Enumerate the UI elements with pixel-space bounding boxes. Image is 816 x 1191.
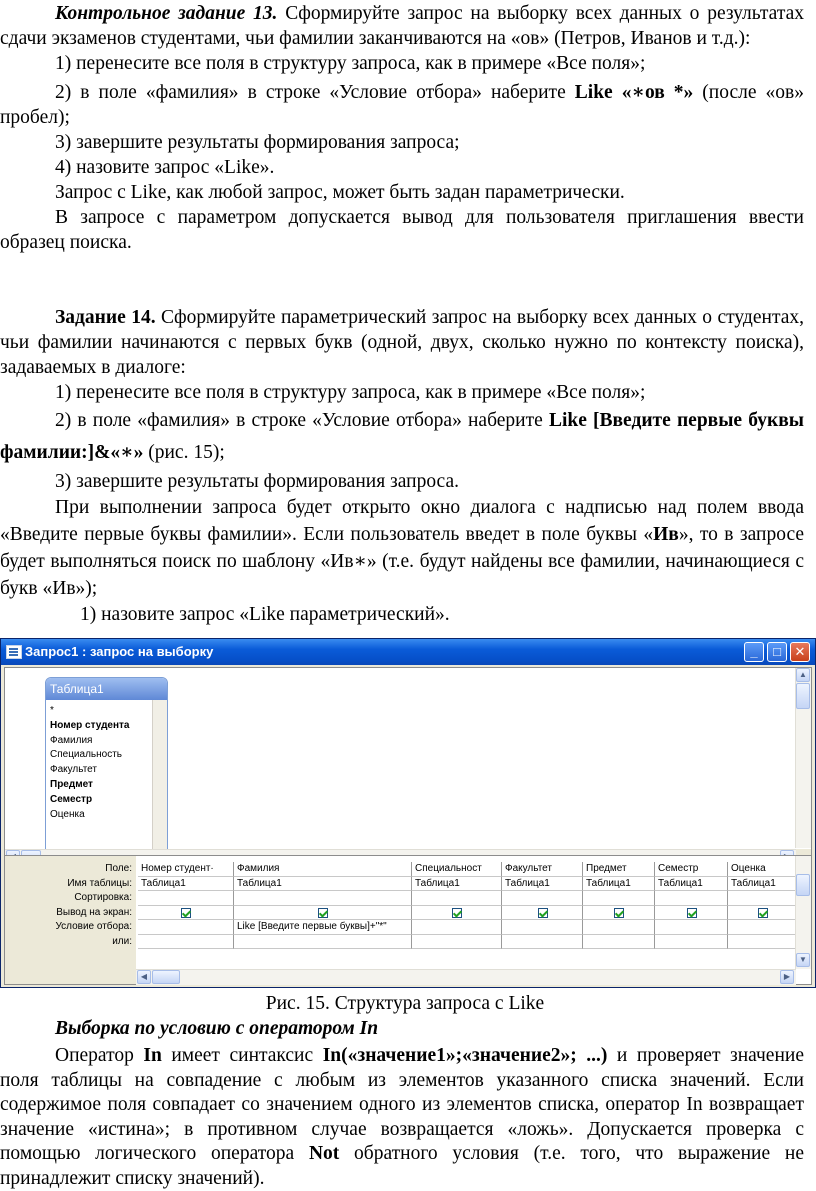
table-cell[interactable]: Таблица1: [502, 877, 583, 892]
window-titlebar[interactable]: [1, 639, 815, 665]
task14-block: [0, 305, 810, 627]
table-title[interactable]: Таблица1: [46, 678, 167, 700]
task13-step1: 1) перенесите все поля в структуру запроса, как в примере «Все поля»;: [55, 53, 646, 74]
grid-scroll-down-icon[interactable]: ▼: [796, 953, 810, 967]
row-label: Сортировка:: [74, 892, 132, 903]
show-checkbox[interactable]: [502, 906, 583, 921]
query-grid: [4, 855, 812, 985]
task14-intro: Задание 14. Сформируйте параметрический запрос на выборку всех данных о студентах, чьи фамилии начинаются с первых букв (одной, двух, сколько нужно по контексту поиска), задаваемых в диалоге:: [0, 307, 804, 378]
query-icon: [6, 645, 22, 659]
close-icon: ✕: [794, 644, 806, 659]
checkbox-checked-icon[interactable]: [687, 908, 697, 918]
field-cell[interactable]: Номер студент·: [138, 862, 234, 877]
row-label: Имя таблицы:: [67, 877, 132, 889]
table-cell[interactable]: Таблица1: [412, 877, 502, 892]
window-title: Запрос1 : запрос на выборку: [25, 644, 214, 659]
grid-horizontal-scrollbar[interactable]: [136, 969, 796, 985]
query-design-window: [0, 638, 816, 988]
field-item[interactable]: Факультет: [50, 764, 97, 776]
criteria-cell[interactable]: [502, 920, 583, 935]
section-in-heading: Выборка по условию с оператором In: [55, 1018, 379, 1039]
field-item[interactable]: Фамилия: [50, 734, 93, 746]
or-cell[interactable]: [138, 935, 234, 950]
field-list-scrollbar[interactable]: [152, 700, 167, 858]
task13-note2: В запросе с параметром допускается вывод для пользователя приглашения ввести образец поиска.: [0, 207, 804, 253]
field-cell[interactable]: Специальност: [412, 862, 502, 877]
table-cell[interactable]: Таблица1: [655, 877, 728, 892]
sort-cell[interactable]: [412, 891, 502, 906]
figure-caption: Рис. 15. Структура запроса с Like: [265, 993, 545, 1014]
table-cell[interactable]: Таблица1: [583, 877, 655, 892]
field-item[interactable]: Оценка: [50, 808, 85, 820]
scroll-up-icon[interactable]: ▲: [796, 668, 810, 682]
task13-title: Контрольное задание 13.: [55, 3, 278, 24]
show-checkbox[interactable]: [728, 906, 798, 921]
row-label: или:: [112, 935, 132, 947]
field-cell[interactable]: Факультет: [502, 862, 583, 877]
or-cell[interactable]: [728, 935, 798, 950]
task14-step1: 1) перенесите все поля в структуру запроса, как в примере «Все поля»;: [55, 382, 646, 403]
maximize-icon: □: [773, 644, 781, 659]
grid-scroll-thumb[interactable]: [796, 874, 810, 896]
grid-scroll-left-icon[interactable]: ◀: [137, 970, 151, 984]
task13-block: [0, 2, 810, 255]
criteria-cell[interactable]: [728, 920, 798, 935]
task14-step4: 1) назовите запрос «Like параметрический».: [80, 604, 450, 625]
sort-cell[interactable]: [502, 891, 583, 906]
or-cell[interactable]: [412, 935, 502, 950]
checkbox-checked-icon[interactable]: [758, 908, 768, 918]
or-cell[interactable]: [583, 935, 655, 950]
task14-para: При выполнении запроса будет открыто окно диалога с надписью над полем ввода «Введите первые буквы фамилии». Если пользователь введет в поле буквы «Ив», то в запросе будет выполняться поиск по шаблону «Ив∗» (т.е. будут найдены все фамилии, начинающиеся с букв «Ив»);: [0, 497, 804, 599]
section-in-body: Оператор In имеет синтаксис In(«значение1»;«значение2»; ...) и проверяет значение поля таблицы на совпадение с любым из элементов указанного списка значений. Если содержимое поля совпадает со значением одного из элементов списка, оператор In возвращает значение «истина»; в противном случае возвращается «ложь». Допускается проверка с помощью логического оператора Not обратного условия (т.е. того, что выражение не принадлежит списку значений).: [0, 1045, 804, 1189]
scroll-thumb[interactable]: [796, 683, 810, 709]
field-list: [47, 704, 151, 822]
field-item[interactable]: Номер студента: [50, 719, 130, 731]
task13-note1: Запрос с Like, как любой запрос, может быть задан параметрически.: [55, 182, 625, 203]
field-item[interactable]: Предмет: [50, 778, 93, 790]
show-checkbox[interactable]: [583, 906, 655, 921]
sort-cell[interactable]: [583, 891, 655, 906]
grid-vertical-scrollbar[interactable]: [795, 856, 811, 969]
field-cell[interactable]: Предмет: [583, 862, 655, 877]
show-checkbox[interactable]: [412, 906, 502, 921]
table-cell[interactable]: Таблица1: [728, 877, 798, 892]
show-checkbox[interactable]: [234, 906, 412, 921]
sort-cell[interactable]: [138, 891, 234, 906]
field-cell[interactable]: Семестр: [655, 862, 728, 877]
table-pane: [4, 667, 812, 865]
field-cell[interactable]: Оценка: [728, 862, 798, 877]
field-item[interactable]: *: [50, 705, 54, 716]
sort-cell[interactable]: [728, 891, 798, 906]
grid-scroll-right-icon[interactable]: ▶: [780, 970, 794, 984]
table-cell[interactable]: Таблица1: [138, 877, 234, 892]
row-labels: [5, 856, 136, 984]
minimize-icon: _: [750, 644, 758, 659]
criteria-cell[interactable]: [138, 920, 234, 935]
or-cell[interactable]: [234, 935, 412, 950]
task13-step3: 3) завершите результаты формирования запроса;: [55, 132, 460, 153]
sort-cell[interactable]: [655, 891, 728, 906]
row-label: Условие отбора:: [55, 921, 132, 932]
checkbox-checked-icon[interactable]: [318, 908, 328, 918]
maximize-button[interactable]: [767, 642, 787, 662]
task14-step2: 2) в поле «фамилия» в строке «Условие отбора» наберите Like [Введите первые буквы фамилии:]&«∗» (рис. 15);: [0, 410, 804, 463]
minimize-button[interactable]: [744, 642, 764, 662]
field-item[interactable]: Специальность: [50, 749, 122, 761]
grid-scroll-h-thumb[interactable]: [152, 970, 180, 984]
in-section: [0, 991, 810, 1191]
field-cell[interactable]: Фамилия: [234, 862, 412, 877]
sort-cell[interactable]: [234, 891, 412, 906]
checkbox-checked-icon[interactable]: [452, 908, 462, 918]
upper-vertical-scrollbar[interactable]: [795, 668, 811, 848]
task13-intro: Контрольное задание 13. Сформируйте запрос на выборку всех данных о результатах сдачи экзаменов студентами, чьи фамилии заканчиваются на «ов» (Петров, Иванов и т.д.):: [0, 3, 804, 49]
grid-columns: [136, 856, 796, 969]
task14-step3: 3) завершите результаты формирования запроса.: [55, 471, 459, 492]
criteria-cell[interactable]: Like [Введите первые буквы]+"*": [234, 920, 412, 935]
close-button[interactable]: [790, 642, 810, 662]
task14-title: Задание 14.: [55, 307, 156, 328]
show-checkbox[interactable]: [138, 906, 234, 921]
task13-step4: 4) назовите запрос «Like».: [55, 157, 275, 178]
row-label: Вывод на экран:: [56, 906, 132, 918]
row-label: Поле:: [105, 863, 132, 874]
or-cell[interactable]: [502, 935, 583, 950]
table-cell[interactable]: Таблица1: [234, 877, 412, 892]
criteria-cell[interactable]: [583, 920, 655, 935]
checkbox-checked-icon[interactable]: [538, 908, 548, 918]
show-checkbox[interactable]: [655, 906, 728, 921]
or-cell[interactable]: [655, 935, 728, 950]
table-field-list[interactable]: [45, 677, 168, 859]
checkbox-checked-icon[interactable]: [181, 908, 191, 918]
criteria-cell[interactable]: [655, 920, 728, 935]
checkbox-checked-icon[interactable]: [614, 908, 624, 918]
task13-step2: 2) в поле «фамилия» в строке «Условие отбора» наберите Like «∗ов *» (после «ов» пробел);: [0, 82, 804, 128]
field-item[interactable]: Семестр: [50, 793, 93, 805]
criteria-cell[interactable]: [412, 920, 502, 935]
